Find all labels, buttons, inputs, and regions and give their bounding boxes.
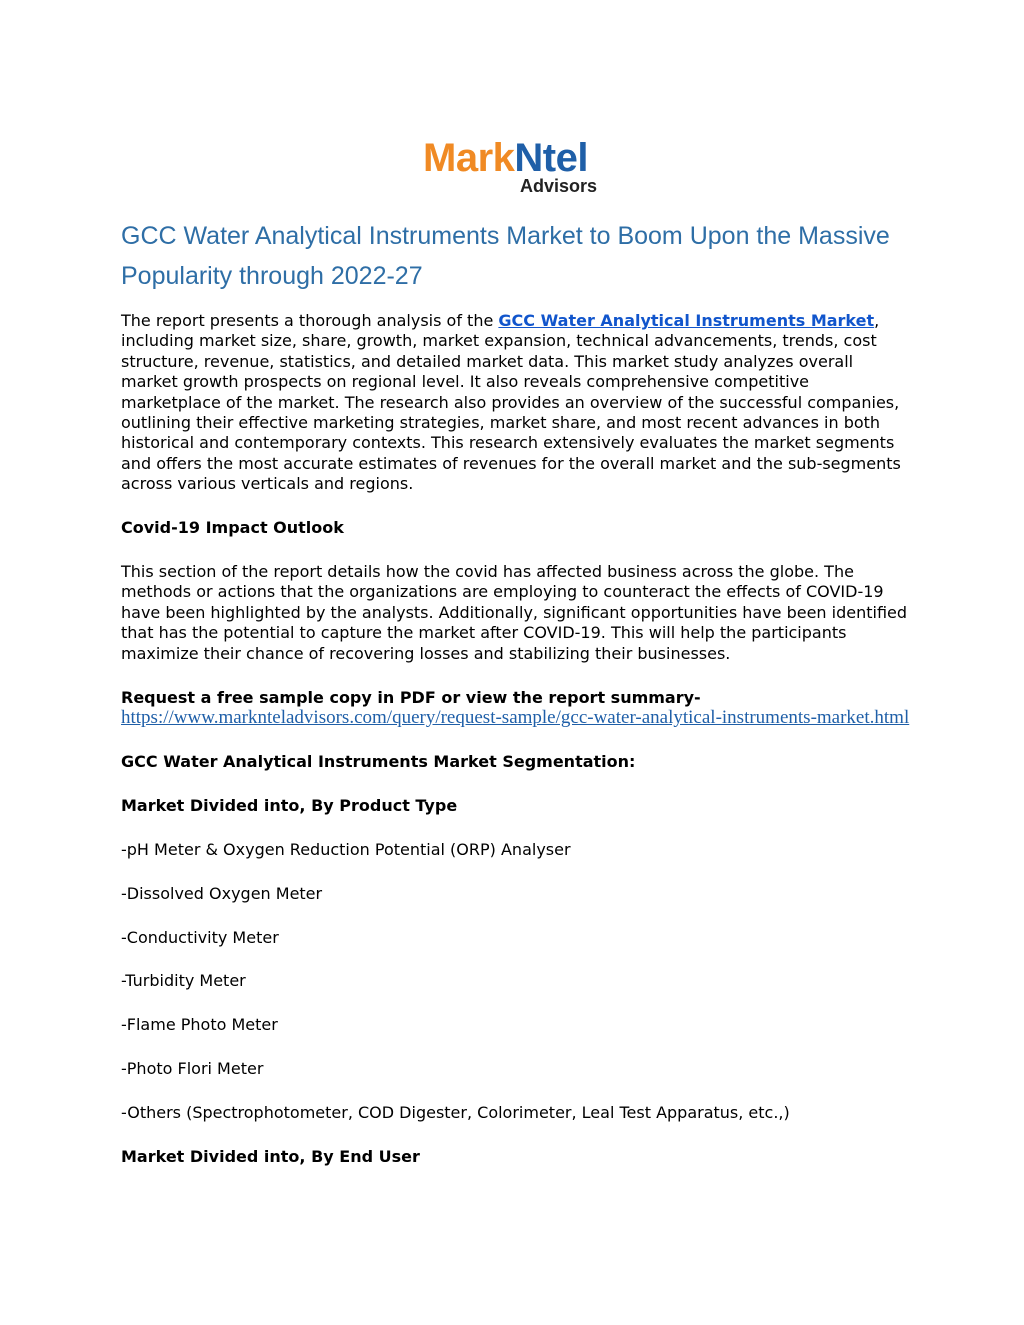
list-item: -Turbidity Meter (121, 971, 246, 991)
covid-paragraph: This section of the report details how the covid has affected business across the globe. The methods or actions that the organizations are employing to counteract the effects of COVID-19 have been highlighted by the analysts. Additionally, significant opportunities have been identified that has the potential to capture the market after COVID-19. This will help the participants maximize their chance of recovering losses and stabilizing their businesses. (121, 562, 908, 663)
covid-heading: Covid-19 Impact Outlook (121, 518, 344, 538)
intro-paragraph (121, 311, 911, 495)
intro-text-after: , including market size, share, growth, market expansion, technical advancements, trends, cost structure, revenue, statistics, and detailed market data. This market study analyzes overall market growth prospects on regional level. It also reveals comprehensive competitive marketplace of the market. The research also provides an overview of the successful companies, outlining their effective marketing strategies, market share, and most recent advances in both historical and contemporary contexts. This research extensively evaluates the market segments and offers the most accurate estimates of revenues for the overall market and the sub-segments across various verticals and regions. (121, 311, 901, 494)
list-item: -Others (Spectrophotometer, COD Digester, Colorimeter, Leal Test Apparatus, etc.,) (121, 1103, 790, 1123)
list-item: -pH Meter & Oxygen Reduction Potential (ORP) Analyser (121, 839, 571, 859)
logo-mark-text: Mark (423, 136, 515, 180)
list-item: -Photo Flori Meter (121, 1059, 264, 1079)
request-sample-paragraph (121, 688, 911, 729)
logo-advisors-text: Advisors (519, 176, 597, 196)
market-report-link[interactable]: GCC Water Analytical Instruments Market (498, 311, 875, 330)
list-item: -Dissolved Oxygen Meter (121, 883, 323, 903)
logo-ntel-text: Ntel (514, 136, 588, 180)
logo-wordmark (423, 138, 603, 178)
list-item: -Conductivity Meter (121, 927, 279, 947)
document-title: GCC Water Analytical Instruments Market to Boom Upon the Massive Popularity through 2022-27 (121, 222, 890, 290)
request-sample-label: Request a free sample copy in PDF or view the report summary- (121, 687, 701, 707)
document-body (121, 311, 911, 1191)
segmentation-heading: GCC Water Analytical Instruments Market Segmentation: (121, 751, 636, 771)
end-user-heading: Market Divided into, By End User (121, 1147, 420, 1167)
list-item: -Flame Photo Meter (121, 1015, 278, 1035)
product-type-heading: Market Divided into, By Product Type (121, 795, 458, 815)
marketntel-logo (423, 138, 603, 198)
intro-text-before: The report presents a thorough analysis of the (121, 311, 499, 330)
request-sample-link[interactable]: https://www.marknteladvisors.com/query/request-sample/gcc-water-analytical-instruments-market.html (121, 707, 910, 728)
